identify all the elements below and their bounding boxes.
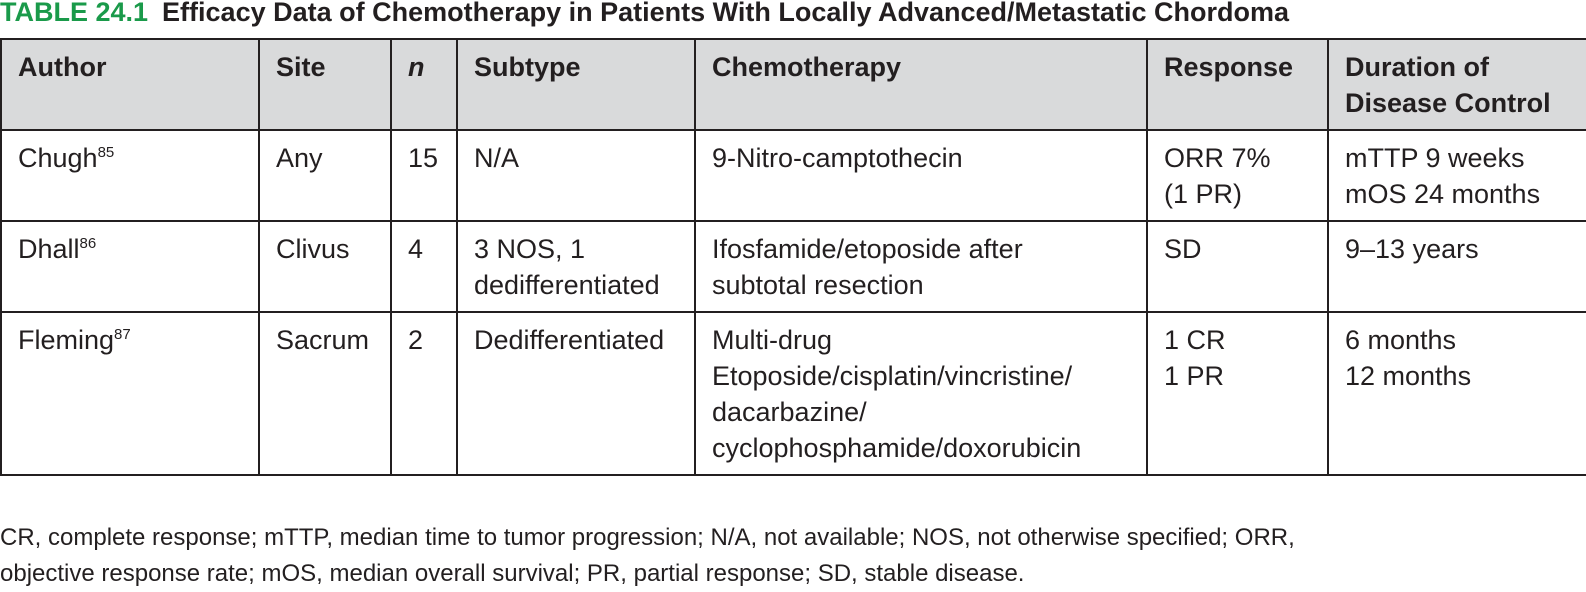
cell-n: 4 bbox=[391, 221, 457, 312]
cell-n: 15 bbox=[391, 130, 457, 221]
header-duration: Duration of Disease Control bbox=[1328, 39, 1586, 130]
reference-number: 85 bbox=[97, 144, 115, 161]
cell-duration: 6 months 12 months bbox=[1328, 312, 1586, 475]
header-chemotherapy: Chemotherapy bbox=[695, 39, 1147, 130]
cell-chemotherapy: Multi-drug Etoposide/cisplatin/vincristine/ dacarbazine/ cyclophosphamide/doxorubicin bbox=[695, 312, 1147, 475]
cell-n: 2 bbox=[391, 312, 457, 475]
cell-subtype: 3 NOS, 1 dedifferentiated bbox=[457, 221, 695, 312]
cell-author: Chugh$^{85}$ bbox=[1, 130, 259, 221]
cell-site: Clivus bbox=[259, 221, 391, 312]
cell-duration: mTTP 9 weeks mOS 24 months bbox=[1328, 130, 1586, 221]
header-row bbox=[1, 39, 1586, 130]
cell-duration: 9–13 years bbox=[1328, 221, 1586, 312]
header-author: Author bbox=[1, 39, 259, 130]
cell-response: ORR 7% (1 PR) bbox=[1147, 130, 1328, 221]
cell-subtype: N/A bbox=[457, 130, 695, 221]
cell-author: Fleming$^{87}$ bbox=[1, 312, 259, 475]
cell-subtype: Dedifferentiated bbox=[457, 312, 695, 475]
reference-number: 86 bbox=[79, 235, 97, 252]
table-title: Efficacy Data of Chemotherapy in Patients With Locally Advanced/Metastatic Chordoma bbox=[162, 0, 1290, 27]
efficacy-table bbox=[0, 38, 1586, 476]
table-row bbox=[1, 221, 1586, 312]
reference-number: 87 bbox=[114, 326, 131, 343]
header-site: Site bbox=[259, 39, 391, 130]
cell-response: 1 CR 1 PR bbox=[1147, 312, 1328, 475]
header-n: n bbox=[391, 39, 457, 130]
cell-chemotherapy: Ifosfamide/etoposide after subtotal resection bbox=[695, 221, 1147, 312]
cell-response: SD bbox=[1147, 221, 1328, 312]
table-row bbox=[1, 130, 1586, 221]
table-row bbox=[1, 312, 1586, 475]
header-response: Response bbox=[1147, 39, 1328, 130]
table-number: TABLE 24.1 bbox=[0, 0, 149, 27]
table-caption bbox=[0, 0, 1289, 31]
table-footnote: CR, complete response; mTTP, median time to tumor progression; N/A, not available; NOS, not otherwise specified; ORR, objective response rate; mOS, median overall survival; PR, partial response; SD, stable disease. bbox=[0, 524, 1295, 587]
header-subtype: Subtype bbox=[457, 39, 695, 130]
cell-site: Any bbox=[259, 130, 391, 221]
cell-site: Sacrum bbox=[259, 312, 391, 475]
cell-chemotherapy: 9-Nitro-camptothecin bbox=[695, 130, 1147, 221]
cell-author: Dhall$^{86}$ bbox=[1, 221, 259, 312]
